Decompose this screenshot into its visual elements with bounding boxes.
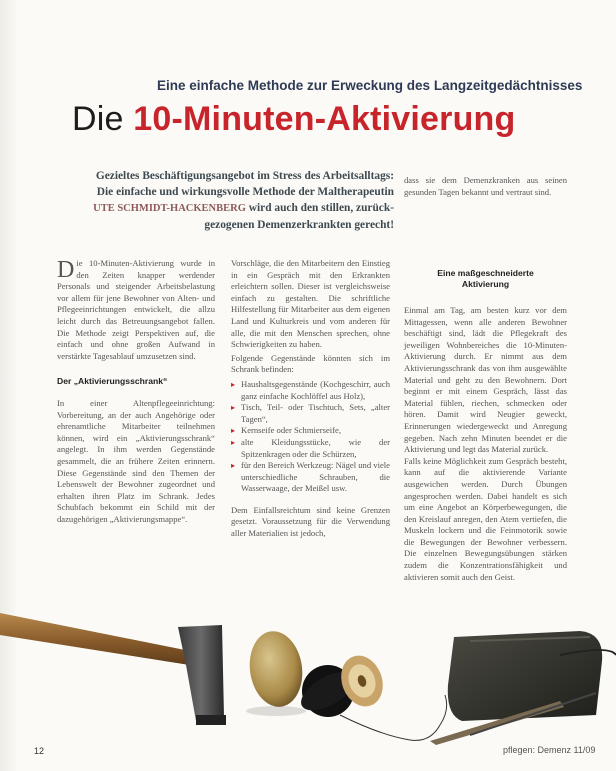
heading-line-1: Eine maßgeschneiderte (437, 268, 534, 278)
magazine-source: pflegen: Demenz 11/09 (503, 745, 596, 755)
paragraph-einmal: Einmal am Tag, am besten kurz vor dem Mittagessen, wenn alle anderen Bewohner beschäftigt sind, lädt die Pflegekraft des jeweiligen Wohnbereiches die 10-Minuten-Aktivierung durch. Er nimmt aus dem Aktivierungsschrank das von ihm ausgewählte Material und geht zu den Bewohnern. Dort beginnt er mit einem Gespräch, lässt das Material fühlen, riechen, schmecken oder hören. Damit wird Neugier geweckt, Erinnerungen wiedergeweckt und Anregung gegeben. Nach zehn Minuten beendet er die Aktivierung und legt das Material zurück. (404, 305, 567, 455)
list-item: ▸ alte Kleidungsstücke, wie der Spitzenkragen oder die Schürzen, (231, 437, 390, 460)
list-item: ▸ Tisch, Teil- oder Tischtuch, Sets, „alter Tagen“, (231, 402, 390, 425)
title-prefix: Die (72, 100, 124, 138)
tools-photo (0, 565, 616, 745)
paragraph-einfallsreichtum: Dem Einfallsreichtum sind keine Grenzen gesetzt. Voraussetzung für die Verwendung aller Materialien ist jedoch, (231, 504, 390, 539)
paragraph-schrank: In einer Altenpflegeeinrichtung: Vorbereitung, an der auch Angehörige oder ehrenamtliche Mitarbeiter teilnehmen können, wird ein „Aktivierungsschrank“ angelegt. In ihm werden Gegenstände gesammelt, die an frühere Zeiten erinnern. Diese Gegenstände sind den Themen der Lebenswelt der Bewohner zugeordnet und erhalten ihren Platz im Schrank. Jedes Schubfach bekommt ein Schild mit der dazugehörigen „Aktivierungsmappe“. (57, 397, 215, 524)
item-list (231, 379, 390, 495)
author-name: UTE SCHMIDT-HACKENBERG (93, 203, 246, 214)
page-number: 12 (34, 746, 45, 756)
intro-line-3-text: wird auch den stillen, zurück- (248, 202, 394, 214)
paragraph-vorschlaege: Vorschläge, die den Mitarbeitern den Einstieg in ein Gespräch mit den Erkrankten erleichtern sollen. Dieser ist vergleichsweise einfach zu gestalten. Die schriftliche Hilfestellung für Mitarbeiter aus dem eigenen Land und Kulturkreis und vom anderen für alle, die mit den Menschen sprechen, ohne Schwierigkeiten zu haben. (231, 258, 390, 350)
article-title (72, 100, 515, 139)
paragraph-falls: Falls keine Möglichkeit zum Gespräch besteht, kann auf die aktivierende Variante ausgewichen werden. Durch Übungen angesprochen werden. Dabei handelt es sich um eine Angebot an Körperbewegungen, die den Kreislauf anregen, den Atem vertiefen, die Muskeln lockern und die Feinmotorik sowie die Bewegungen der Bewohner verbessern. Die einzelnen Bewegungsübungen stärken zudem die Konzentrationsfähigkeit und aktivieren somit auch den Geist. (404, 455, 567, 582)
title-main: 10-Minuten-Aktivierung (133, 100, 516, 138)
text-column-2 (231, 258, 390, 540)
hammer-icon (0, 613, 226, 725)
section-heading-aktivierung (404, 268, 567, 290)
list-item: ▸ Haushaltsgegenstände (Kochgeschirr, auch ganz einfache Kochlöffel aus Holz), (231, 379, 390, 402)
section-heading-schrank: Der „Aktivierungsschrank“ (57, 376, 168, 387)
drop-cap: D (57, 257, 75, 283)
paragraph-intro-text: ie 10-Minuten-Aktivierung wurde in den Zeiten knapper werdender Personals und steigender Arbeitsbelastung vor allem für jene Bewohner von Alten- und Pflegeeinrichtungen entwickelt, die allzu leicht durch das Betreuungsangebot fallen. Die Methode zeigt Perspektiven auf, die einfach und ohne großen Aufwand in verstärkte Tagesablauf umzusetzen sind. (57, 258, 215, 361)
intro-line-3 (76, 200, 394, 217)
text-column-1 (57, 258, 215, 525)
article-intro (76, 168, 394, 233)
heading-line-2: Aktivierung (461, 279, 510, 289)
article-kicker: Eine einfache Methode zur Erweckung des Langzeitgedächtnisses (157, 78, 583, 93)
thread-spool-icon (295, 650, 447, 741)
paragraph-gegenstaende: Folgende Gegenstände könnten sich im Schrank befinden: (231, 352, 390, 375)
wooden-egg-icon (245, 628, 307, 716)
list-item: ▸ für den Bereich Werkzeug: Nägel und viele unterschiedliche Schrauben, die Wasserwaage, der Meißel usw. (231, 460, 390, 495)
intro-line-4: gezogenen Demenzerkrankten gerecht! (204, 219, 394, 231)
intro-line-1: Gezieltes Beschäftigungsangebot im Stress des Arbeitsalltags: (95, 170, 394, 182)
list-item: ▸ Kernseife oder Schmierseife, (231, 425, 390, 437)
column-3-body (404, 268, 567, 583)
intro-line-2: Die einfache und wirkungsvolle Methode der Maltherapeutin (96, 186, 394, 198)
paragraph-intro (57, 258, 215, 362)
paragraph-continued: dass sie dem Demenzkranken aus seinen gesunden Tagen bekannt und vertraut sind. (404, 175, 567, 197)
leather-pouch-icon (448, 631, 616, 721)
